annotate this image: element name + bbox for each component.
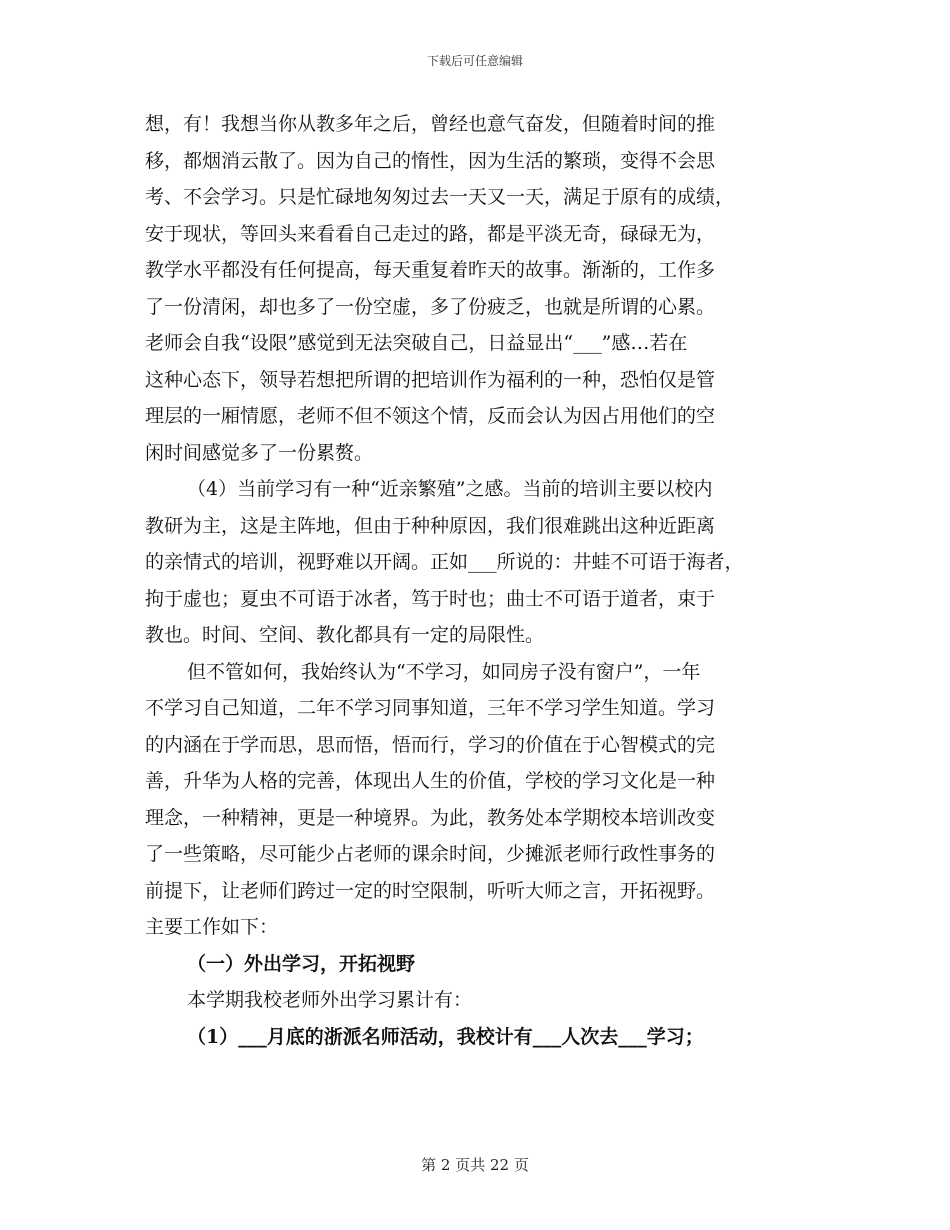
text-line: （1）___月底的浙派名师活动，我校计有___人次去___学习； bbox=[187, 1025, 704, 1048]
text-line: 教研为主，这是主阵地，但由于种种原因，我们很难跳出这种近距离 bbox=[145, 514, 716, 537]
page-footer: 第 2 页共 22 页 bbox=[421, 1156, 529, 1174]
text-line: 善，升华为人格的完善，体现出人生的价值，学校的学习文化是一种 bbox=[145, 770, 716, 792]
text-line: 移，都烟消云散了。因为自己的惰性，因为生活的繁琐，变得不会思 bbox=[145, 149, 716, 172]
text-line: 拘于虚也；夏虫不可语于冰者，笃于时也；曲士不可语于道者，束于 bbox=[145, 587, 716, 610]
text-line: 老师会自我“设限”感觉到无法突破自己，日益显出“___”感…若在 bbox=[145, 332, 688, 354]
text-line: （4）当前学习有一种“近亲繁殖”之感。当前的培训主要以校内 bbox=[187, 478, 713, 500]
text-line: 主要工作如下： bbox=[145, 916, 279, 938]
text-line: 前提下，让老师们跨过一定的时空限制，听听大师之言，开拓视野。 bbox=[145, 879, 716, 902]
paragraph bbox=[145, 1019, 825, 1056]
text-line: 了一些策略，尽可能少占老师的课余时间，少摊派老师行政性事务的 bbox=[145, 843, 716, 865]
paragraph bbox=[145, 654, 825, 946]
paragraph bbox=[145, 982, 825, 1019]
text-line: 理层的一厢情愿，老师不但不领这个情，反而会认为因占用他们的空 bbox=[145, 405, 716, 427]
text-line: 的亲情式的培训，视野难以开阔。正如___所说的：井蛙不可语于海者， bbox=[145, 551, 744, 573]
text-line: 闲时间感觉多了一份累赘。 bbox=[145, 441, 374, 464]
document-body bbox=[145, 106, 825, 1055]
text-line: （一）外出学习，开拓视野 bbox=[187, 952, 416, 975]
text-line: 教也。时间、空间、教化都具有一定的局限性。 bbox=[145, 624, 545, 646]
text-line: 理念，一种精神，更是一种境界。为此，教务处本学期校本培训改变 bbox=[145, 806, 716, 829]
text-line: 教学水平都没有任何提高，每天重复着昨天的故事。渐渐的，工作多 bbox=[145, 259, 716, 281]
text-line: 了一份清闲，却也多了一份空虚，多了份疲乏，也就是所谓的心累。 bbox=[145, 295, 716, 318]
page-header: 下载后可任意编辑 bbox=[426, 54, 523, 68]
text-line: 想，有！我想当你从教多年之后，曾经也意气奋发，但随着时间的推 bbox=[145, 113, 716, 135]
paragraph bbox=[145, 471, 825, 654]
text-line: 这种心态下，领导若想把所谓的把培训作为福利的一种，恐怕仅是管 bbox=[145, 368, 716, 391]
text-line: 安于现状，等回头来看看自己走过的路，都是平淡无奇，碌碌无为， bbox=[145, 222, 716, 245]
paragraph bbox=[145, 946, 825, 983]
text-line: 的内涵在于学而思，思而悟，悟而行，学习的价值在于心智模式的完 bbox=[145, 733, 716, 756]
paragraph bbox=[145, 106, 825, 471]
text-line: 考、不会学习。只是忙碌地匆匆过去一天又一天，满足于原有的成绩， bbox=[145, 186, 735, 208]
text-line: 不学习自己知道，二年不学习同事知道，三年不学习学生知道。学习 bbox=[145, 697, 716, 719]
text-line: 但不管如何，我始终认为“不学习，如同房子没有窗户”，一年 bbox=[187, 660, 701, 683]
text-line: 本学期我校老师外出学习累计有： bbox=[187, 989, 473, 1011]
